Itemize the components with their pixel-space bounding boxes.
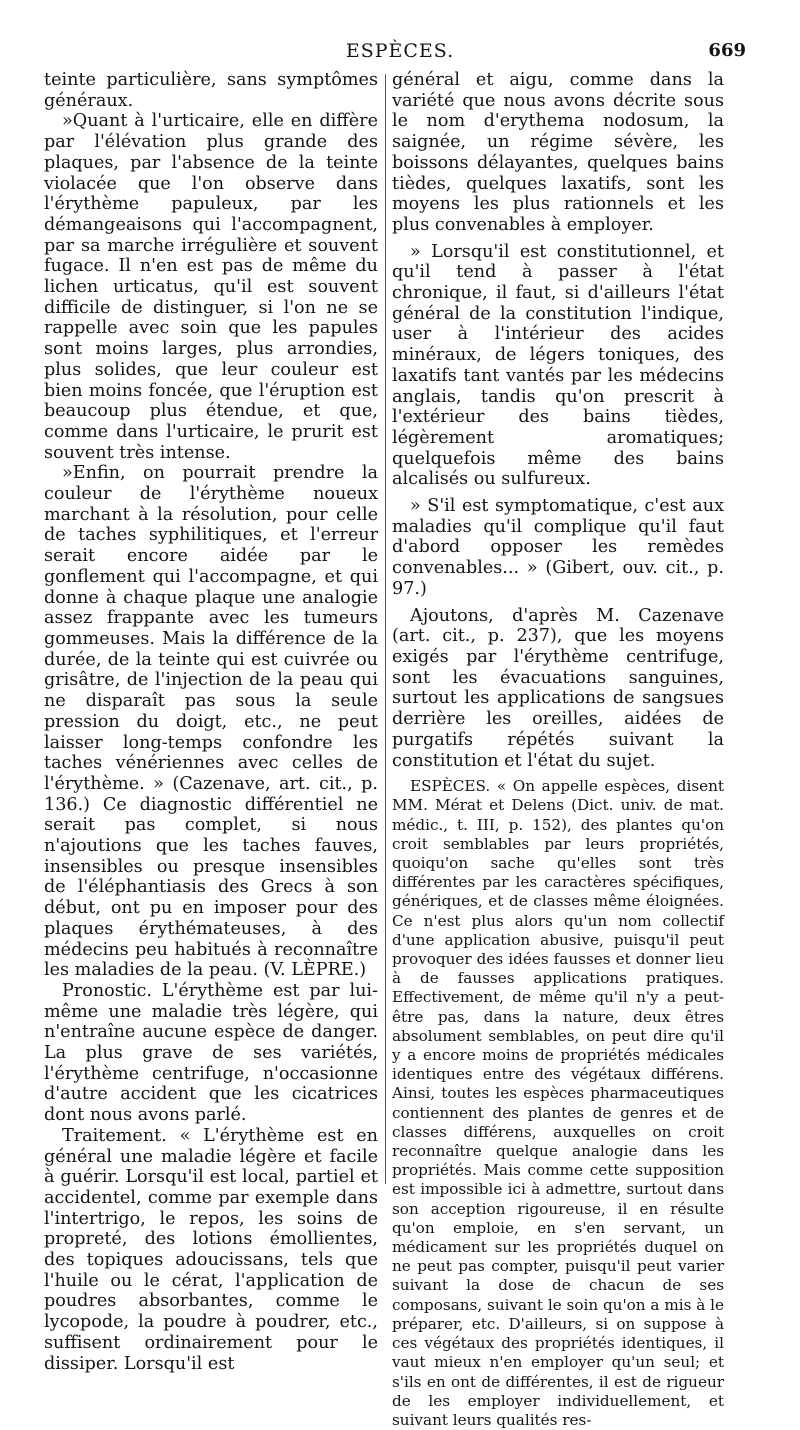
section-especes: ESPÈCES. « On appelle espèces, disent MM. Mérat et Delens (Dict. univ. de mat. médic., t. III, p. 152), des plantes qu'on croit semblables par leurs propriétés, quoiqu'on sache qu'elles sont très différentes par les caractères spécifiques, génériques, et de classes même éloignées. Ce n'est plus alors qu'un nom collectif d'une application abusive, puisqu'il peut provoquer des idées fausses et donner lieu à de fausses applications pratiques. Effectivement, de même qu'il n'y a peut-être pas, dans la nature, deux êtres absolument semblables, on peut dire qu'il y a encore moins de propriétés médicales identiques entre des végétaux différens. Ainsi, toutes les espèces pharmaceutiques contiennent des plantes de genres et de classes différens, auxquelles on croit reconnaître quelque analogie dans les propriétés. Mais comme cette supposition est impossible ici à admettre, surtout dans son acception rigoureuse, il en résulte qu'on emploie, en s'en servant, un médicament sur les propriétés duquel on ne peut pas compter, puisqu'il peut varier suivant la dose de chacun de ses composans, suivant le soin qu'on a mis à le préparer, etc. D'ailleurs, si on suppose à ces végétaux des propriétés identiques, il vaut mieux n'en employer qu'un seul; et s'ils en ont de différentes, il est de rigueur de les employer individuellement, et suivant leurs qualités res- [392,777,724,1429]
paragraph: général et aigu, comme dans la variété que nous avons décrite sous le nom d'erythema nodosum, la saignée, un régime sévère, les boissons délayantes, quelques bains tièdes, quelques laxatifs, sont les moyens les plus rationnels et les plus convenables à employer. [392,70,724,235]
paragraph: Pronostic. L'érythème est par lui-même une maladie très légère, qui n'entraîne aucune espèce de danger. La plus grave de ses variétés, l'érythème centrifuge, n'occasionne d'autre accident que les cicatrices dont nous avons parlé. [44,980,378,1126]
paragraph: Traitement. « L'érythème est en général une maladie légère et facile à guérir. Lorsqu'il est local, partiel et accidentel, comme par exemple dans l'intertrigo, le repos, les soins de propreté, des lotions émollientes, des topiques adoucissans, tels que l'huile ou le cérat, l'application de poudres absorbantes, comme le lycopode, la poudre à poudrer, etc., suffisent ordinairement pour le dissiper. Lorsqu'il est [44,1125,378,1374]
paragraph: » S'il est symptomatique, c'est aux maladies qu'il complique qu'il faut d'abord opposer les remèdes convenables... » (Gibert, ouv. cit., p. 97.) [392,496,724,599]
running-title: ESPÈCES. [345,40,455,62]
page-number: 669 [708,40,746,61]
paragraph: » Lorsqu'il est constitutionnel, et qu'il tend à passer à l'état chronique, il faut, si d'ailleurs l'état général de la constitution l'indique, user à l'intérieur des acides minéraux, de légers toniques, des laxatifs tant vantés par les médecins anglais, tandis qu'on prescrit à l'extérieur des bains tièdes, légèrement aromatiques; quelquefois même des bains alcalisés ou sulfureux. [392,241,724,490]
paragraph: »Enfin, on pourrait prendre la couleur de l'érythème noueux marchant à la résolution, pour celle de taches syphilitiques, et l'erreur serait encore aidée par le gonflement qui l'accompagne, et qui donne à chaque plaque une analogie assez frappante avec les tumeurs gommeuses. Mais la différence de la durée, de la teinte qui est cuivrée ou grisâtre, de l'injection de la peau qui ne disparaît pas sous la seule pression du doigt, etc., ne peut laisser long-temps confondre les taches vénériennes avec celles de l'érythème. » (Cazenave, art. cit., p. 136.) Ce diagnostic différentiel ne serait pas complet, si nous n'ajoutions que les taches fauves, insensibles ou presque insensibles de l'éléphantiasis des Grecs à son début, ont pu en imposer pour des plaques érythémateuses, à des médecins peu habitués à reconnaître les maladies de la peau. (V. LÈPRE.) [44,463,378,981]
left-column [44,70,378,1374]
paragraph: »Quant à l'urticaire, elle en diffère par l'élévation plus grande des plaques, par l'absence de la teinte violacée que l'on observe dans l'érythème papuleux, par les démangeaisons qui l'accompagnent, par sa marche irrégulière et souvent fugace. Il n'en est pas de même du lichen urticatus, qu'il est souvent difficile de distinguer, si l'on ne se rappelle avec soin que les papules sont moins larges, plus arrondies, plus solides, que leur couleur est bien moins foncée, que l'éruption est beaucoup plus étendue, et que, comme dans l'urticaire, le prurit est souvent très intense. [44,111,378,463]
right-column [392,70,724,1430]
paragraph: teinte particulière, sans symptômes généraux. [44,70,378,111]
column-divider [385,74,386,1184]
paragraph: Ajoutons, d'après M. Cazenave (art. cit., p. 237), que les moyens exigés par l'érythème centrifuge, sont les évacuations sanguines, surtout les applications de sangsues derrière les oreilles, aidées de purgatifs répétés suivant la constitution et l'état du sujet. [392,605,724,771]
page-header [44,40,756,68]
